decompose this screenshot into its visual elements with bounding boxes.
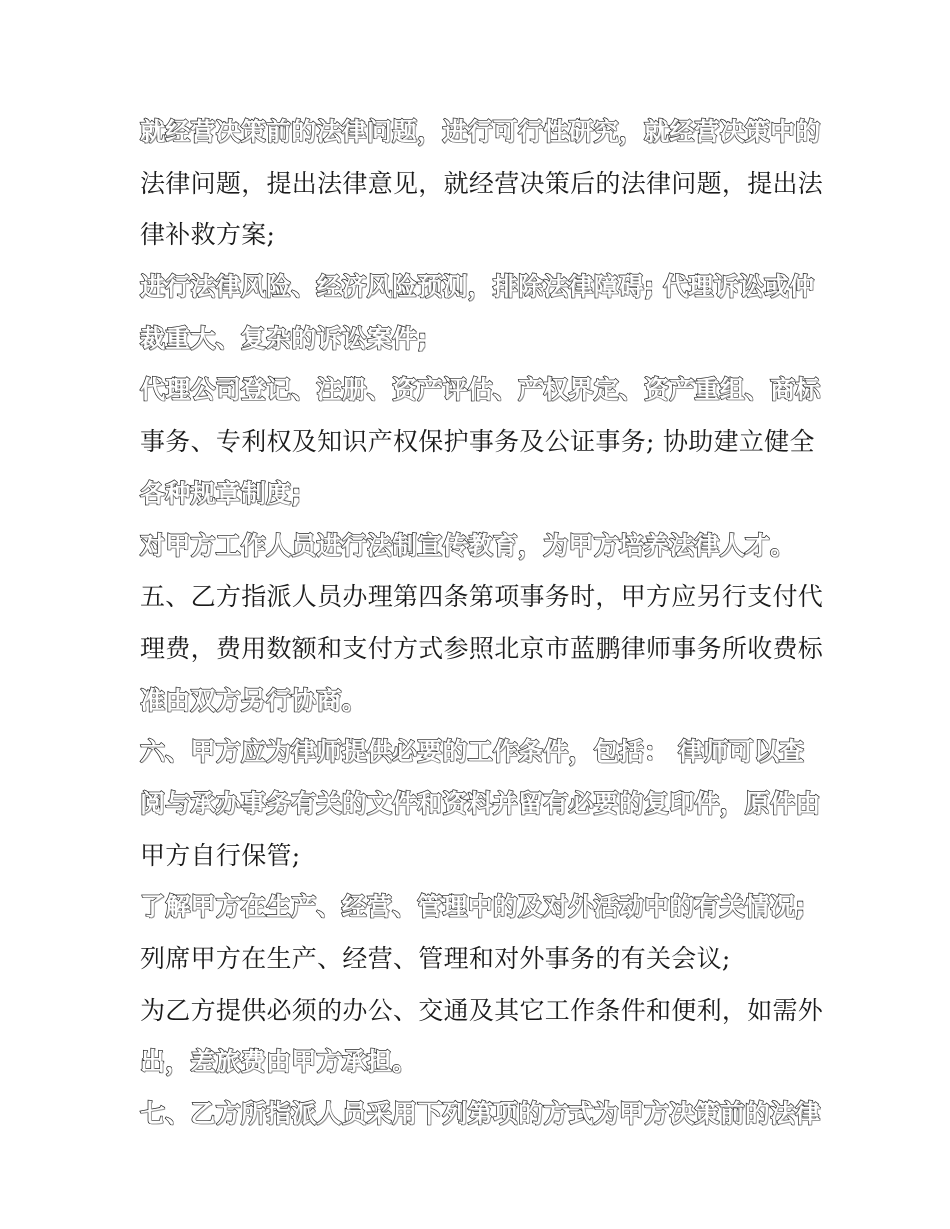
text-line: 七、乙方所指派人员采用下列第项的方式为甲方决策前的法律 <box>140 1099 821 1129</box>
text-line: 出，差旅费由甲方承担。 <box>140 1047 418 1077</box>
text-line: 代理公司登记、注册、资产评估、产权界定、资产重组、商标 <box>140 375 821 405</box>
text-line: 了解甲方在生产、经营、管理中的及对外活动中的有关情况; <box>140 892 806 922</box>
text-line: 阅与承办事务有关的文件和资料并留有必要的复印件，原件由 <box>140 788 821 818</box>
text-line: 五、乙方指派人员办理第四条第项事务时，甲方应另行支付代 <box>140 582 824 612</box>
text-line: 进行法律风险、经济风险预测，排除法律障碍; 代理诉讼或仲 <box>140 272 815 302</box>
text-line: 甲方自行保管; <box>140 840 301 870</box>
text-line: 准由双方另行协商。 <box>140 685 367 715</box>
text-line: 事务、专利权及知识产权保护事务及公证事务; 协助建立健全 <box>140 427 815 457</box>
text-line: 六、甲方应为律师提供必要的工作条件，包括： 律师可以查 <box>140 737 805 767</box>
text-line: 裁重大、复杂的诉讼案件; <box>140 323 428 353</box>
text-line: 律补救方案; <box>140 220 276 250</box>
text-line: 为乙方提供必须的办公、交通及其它工作条件和便利，如需外 <box>140 995 824 1025</box>
text-line: 理费，费用数额和支付方式参照北京市蓝鹏律师事务所收费标 <box>140 633 824 663</box>
text-line: 对甲方工作人员进行法制宣传教育，为甲方培养法律人才。 <box>140 530 796 560</box>
text-line: 各种规章制度; <box>140 478 302 508</box>
contract-text-body <box>140 106 824 1140</box>
text-line: 就经营决策前的法律问题，进行可行性研究，就经营决策中的 <box>140 117 821 146</box>
text-line: 列席甲方在生产、经营、管理和对外事务的有关会议; <box>140 944 731 973</box>
text-line: 法律问题，提出法律意见，就经营决策后的法律问题，提出法 <box>140 168 824 198</box>
